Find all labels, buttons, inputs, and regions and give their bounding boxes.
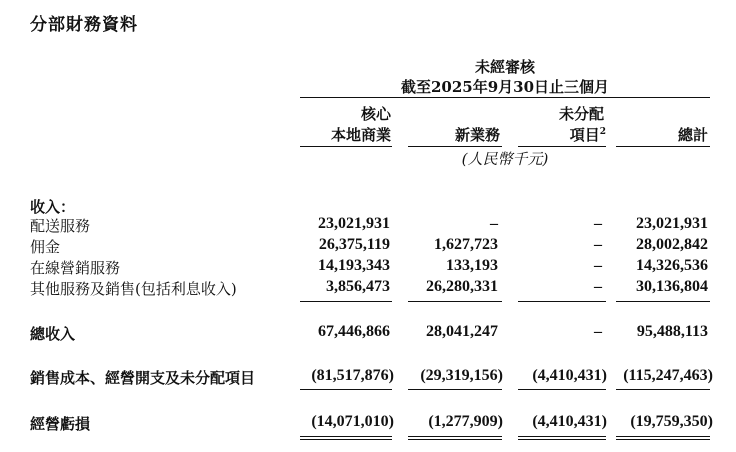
operating-rule bbox=[616, 389, 710, 390]
subtotal-rule bbox=[518, 301, 606, 302]
operating-rule bbox=[518, 389, 606, 390]
double-rule-top bbox=[408, 436, 502, 437]
col4-line2: 總計 bbox=[677, 126, 708, 144]
table-cell: 26,280,331 bbox=[426, 278, 498, 295]
currency-label: (人民幣千元) bbox=[461, 150, 549, 168]
col1-line2: 本地商業 bbox=[330, 126, 391, 144]
table-cell: 67,446,866 bbox=[318, 323, 390, 340]
table-cell: 23,021,931 bbox=[636, 215, 708, 232]
table-cell: – bbox=[490, 215, 498, 232]
double-rule-bottom bbox=[408, 439, 502, 440]
table-cell: 28,041,247 bbox=[426, 323, 498, 340]
table-cell: – bbox=[594, 323, 602, 340]
header-rule bbox=[300, 97, 710, 98]
table-cell: 133,193 bbox=[446, 257, 498, 274]
subtotal-rule bbox=[408, 301, 502, 302]
table-cell: 14,326,536 bbox=[636, 257, 708, 274]
operating-rule bbox=[300, 389, 392, 390]
table-cell: 3,856,473 bbox=[326, 278, 390, 295]
table-cell: (29,319,156) bbox=[420, 367, 503, 384]
col3-line2: 項目$^2$ bbox=[569, 126, 606, 144]
table-cell: (4,410,431) bbox=[532, 367, 607, 384]
table-cell: 28,002,842 bbox=[636, 236, 708, 253]
table-cell: 14,193,343 bbox=[318, 257, 390, 274]
table-cell: – bbox=[594, 236, 602, 253]
col3-header-rule bbox=[518, 146, 606, 147]
col4-header-rule bbox=[616, 146, 710, 147]
row-label-other-services: 其他服務及銷售(包括利息收入) bbox=[30, 280, 237, 298]
operating-rule bbox=[408, 389, 502, 390]
col3-line1: 未分配 bbox=[558, 105, 604, 123]
double-rule-top bbox=[518, 436, 606, 437]
table-cell: (81,517,876) bbox=[311, 367, 394, 384]
table-cell: – bbox=[594, 215, 602, 232]
footnote-marker: 2 bbox=[599, 127, 606, 137]
double-rule-top bbox=[616, 436, 710, 437]
table-cell: 23,021,931 bbox=[318, 215, 390, 232]
table-cell: – bbox=[594, 278, 602, 295]
double-rule-bottom bbox=[300, 439, 392, 440]
col1-header-rule bbox=[300, 146, 392, 147]
table-cell: 1,627,723 bbox=[434, 236, 498, 253]
costs-label: 銷售成本、經營開支及未分配項目 bbox=[30, 369, 256, 387]
table-cell: 95,488,113 bbox=[636, 323, 708, 340]
double-rule-bottom bbox=[518, 439, 606, 440]
col1-line1: 核心 bbox=[360, 105, 391, 123]
section-revenue: 收入： bbox=[30, 198, 76, 216]
row-label-commission: 佣金 bbox=[30, 238, 61, 256]
table-cell: (14,071,010) bbox=[311, 413, 394, 430]
table-cell: 30,136,804 bbox=[636, 278, 708, 295]
table-cell: (19,759,350) bbox=[630, 413, 713, 430]
table-cell: (4,410,431) bbox=[532, 413, 607, 430]
col2-header-rule bbox=[408, 146, 502, 147]
double-rule-bottom bbox=[616, 439, 710, 440]
operating-loss-label: 經營虧損 bbox=[30, 415, 91, 433]
page-title: 分部財務資料 bbox=[30, 15, 138, 35]
table-cell: (115,247,463) bbox=[623, 367, 713, 384]
table-cell: – bbox=[594, 257, 602, 274]
table-cell: 26,375,119 bbox=[318, 236, 390, 253]
double-rule-top bbox=[300, 436, 392, 437]
total-revenue-label: 總收入 bbox=[30, 325, 76, 343]
col2-line2: 新業務 bbox=[454, 126, 500, 144]
subtotal-rule bbox=[300, 301, 392, 302]
subtotal-rule bbox=[616, 301, 710, 302]
unaudited-label: 未經審核 bbox=[474, 58, 535, 76]
table-cell: (1,277,909) bbox=[428, 413, 503, 430]
row-label-online-marketing: 在線營銷服務 bbox=[30, 259, 121, 277]
period-label: 截至2025年9月30日止三個月 bbox=[400, 78, 610, 96]
row-label-delivery: 配送服務 bbox=[30, 217, 91, 235]
